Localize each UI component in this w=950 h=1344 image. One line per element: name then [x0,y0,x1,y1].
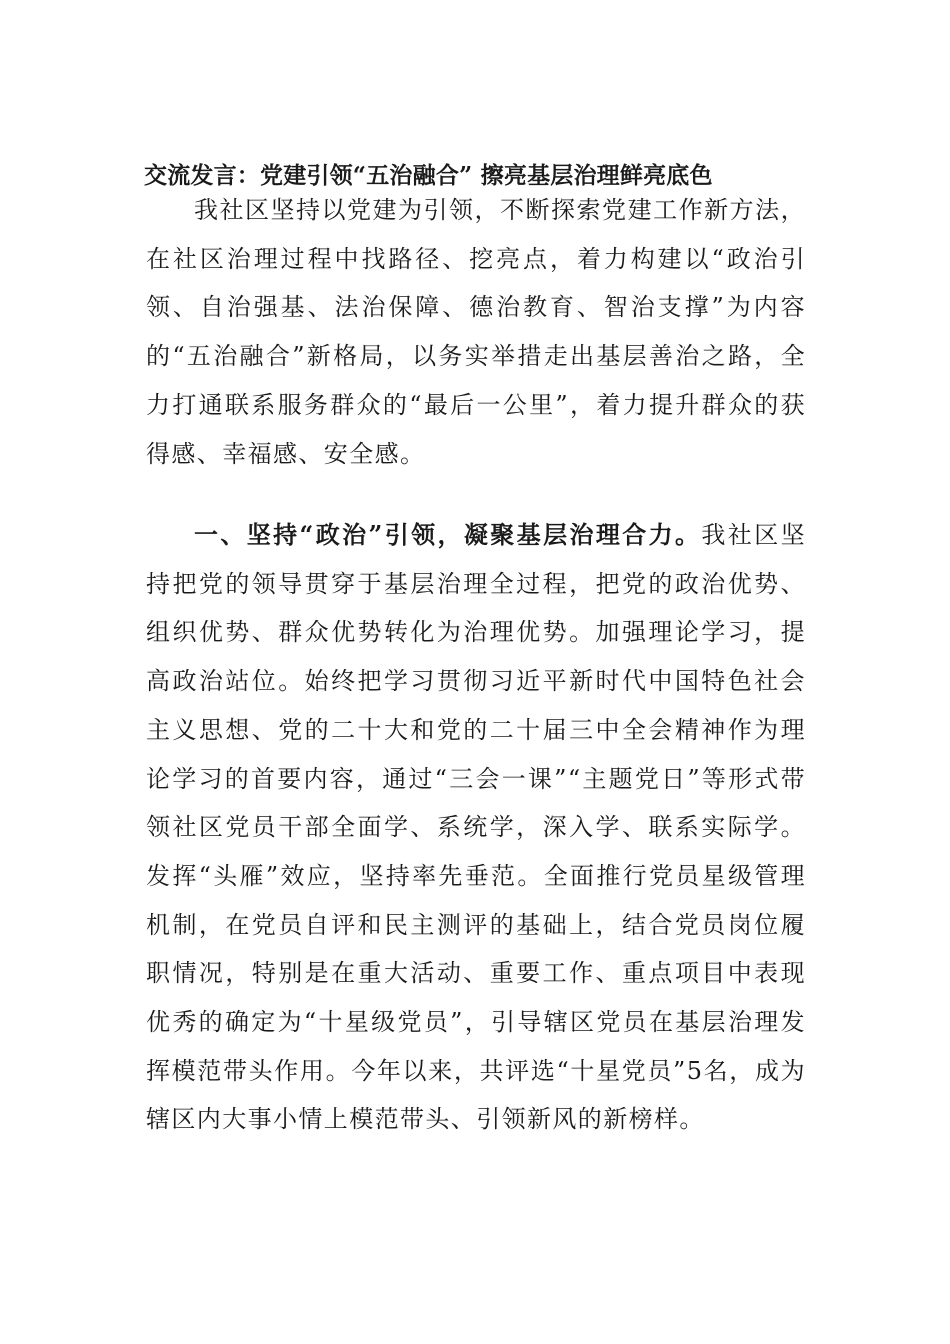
paragraph-intro [146,186,806,478]
document-page [146,0,806,1344]
paragraph-intro-text: 我社区坚持以党建为引领，不断探索党建工作新方法，在社区治理过程中找路径、挖亮点，着力构建以“政治引领、自治强基、法治保障、德治教育、智治支撑”为内容的“五治融合”新格局，以务实举措走出基层善治之路，全力打通联系服务群众的“最后一公里”，着力提升群众的获得感、幸福感、安全感。 [146,196,806,468]
paragraph-section-one [146,511,806,1144]
section-one-body: 我社区坚持把党的领导贯穿于基层治理全过程，把党的政治优势、组织优势、群众优势转化为治理优势。加强理论学习，提高政治站位。始终把学习贯彻习近平新时代中国特色社会主义思想、党的二十大和党的二十届三中全会精神作为理论学习的首要内容，通过“三会一课”“主题党日”等形式带领社区党员干部全面学、系统学，深入学、联系实际学。发挥“头雁”效应，坚持率先垂范。全面推行党员星级管理机制，在党员自评和民主测评的基础上，结合党员岗位履职情况，特别是在重大活动、重要工作、重点项目中表现优秀的确定为“十星级党员”，引导辖区党员在基层治理发挥模范带头作用。今年以来，共评选“十星党员”5名，成为辖区内大事小情上模范带头、引领新风的新榜样。 [146,521,806,1134]
document-title: 交流发言：党建引领“五治融合” 擦亮基层治理鲜亮底色 [144,162,713,189]
section-one-heading: 一、坚持“政治”引领，凝聚基层治理合力。 [194,520,702,549]
